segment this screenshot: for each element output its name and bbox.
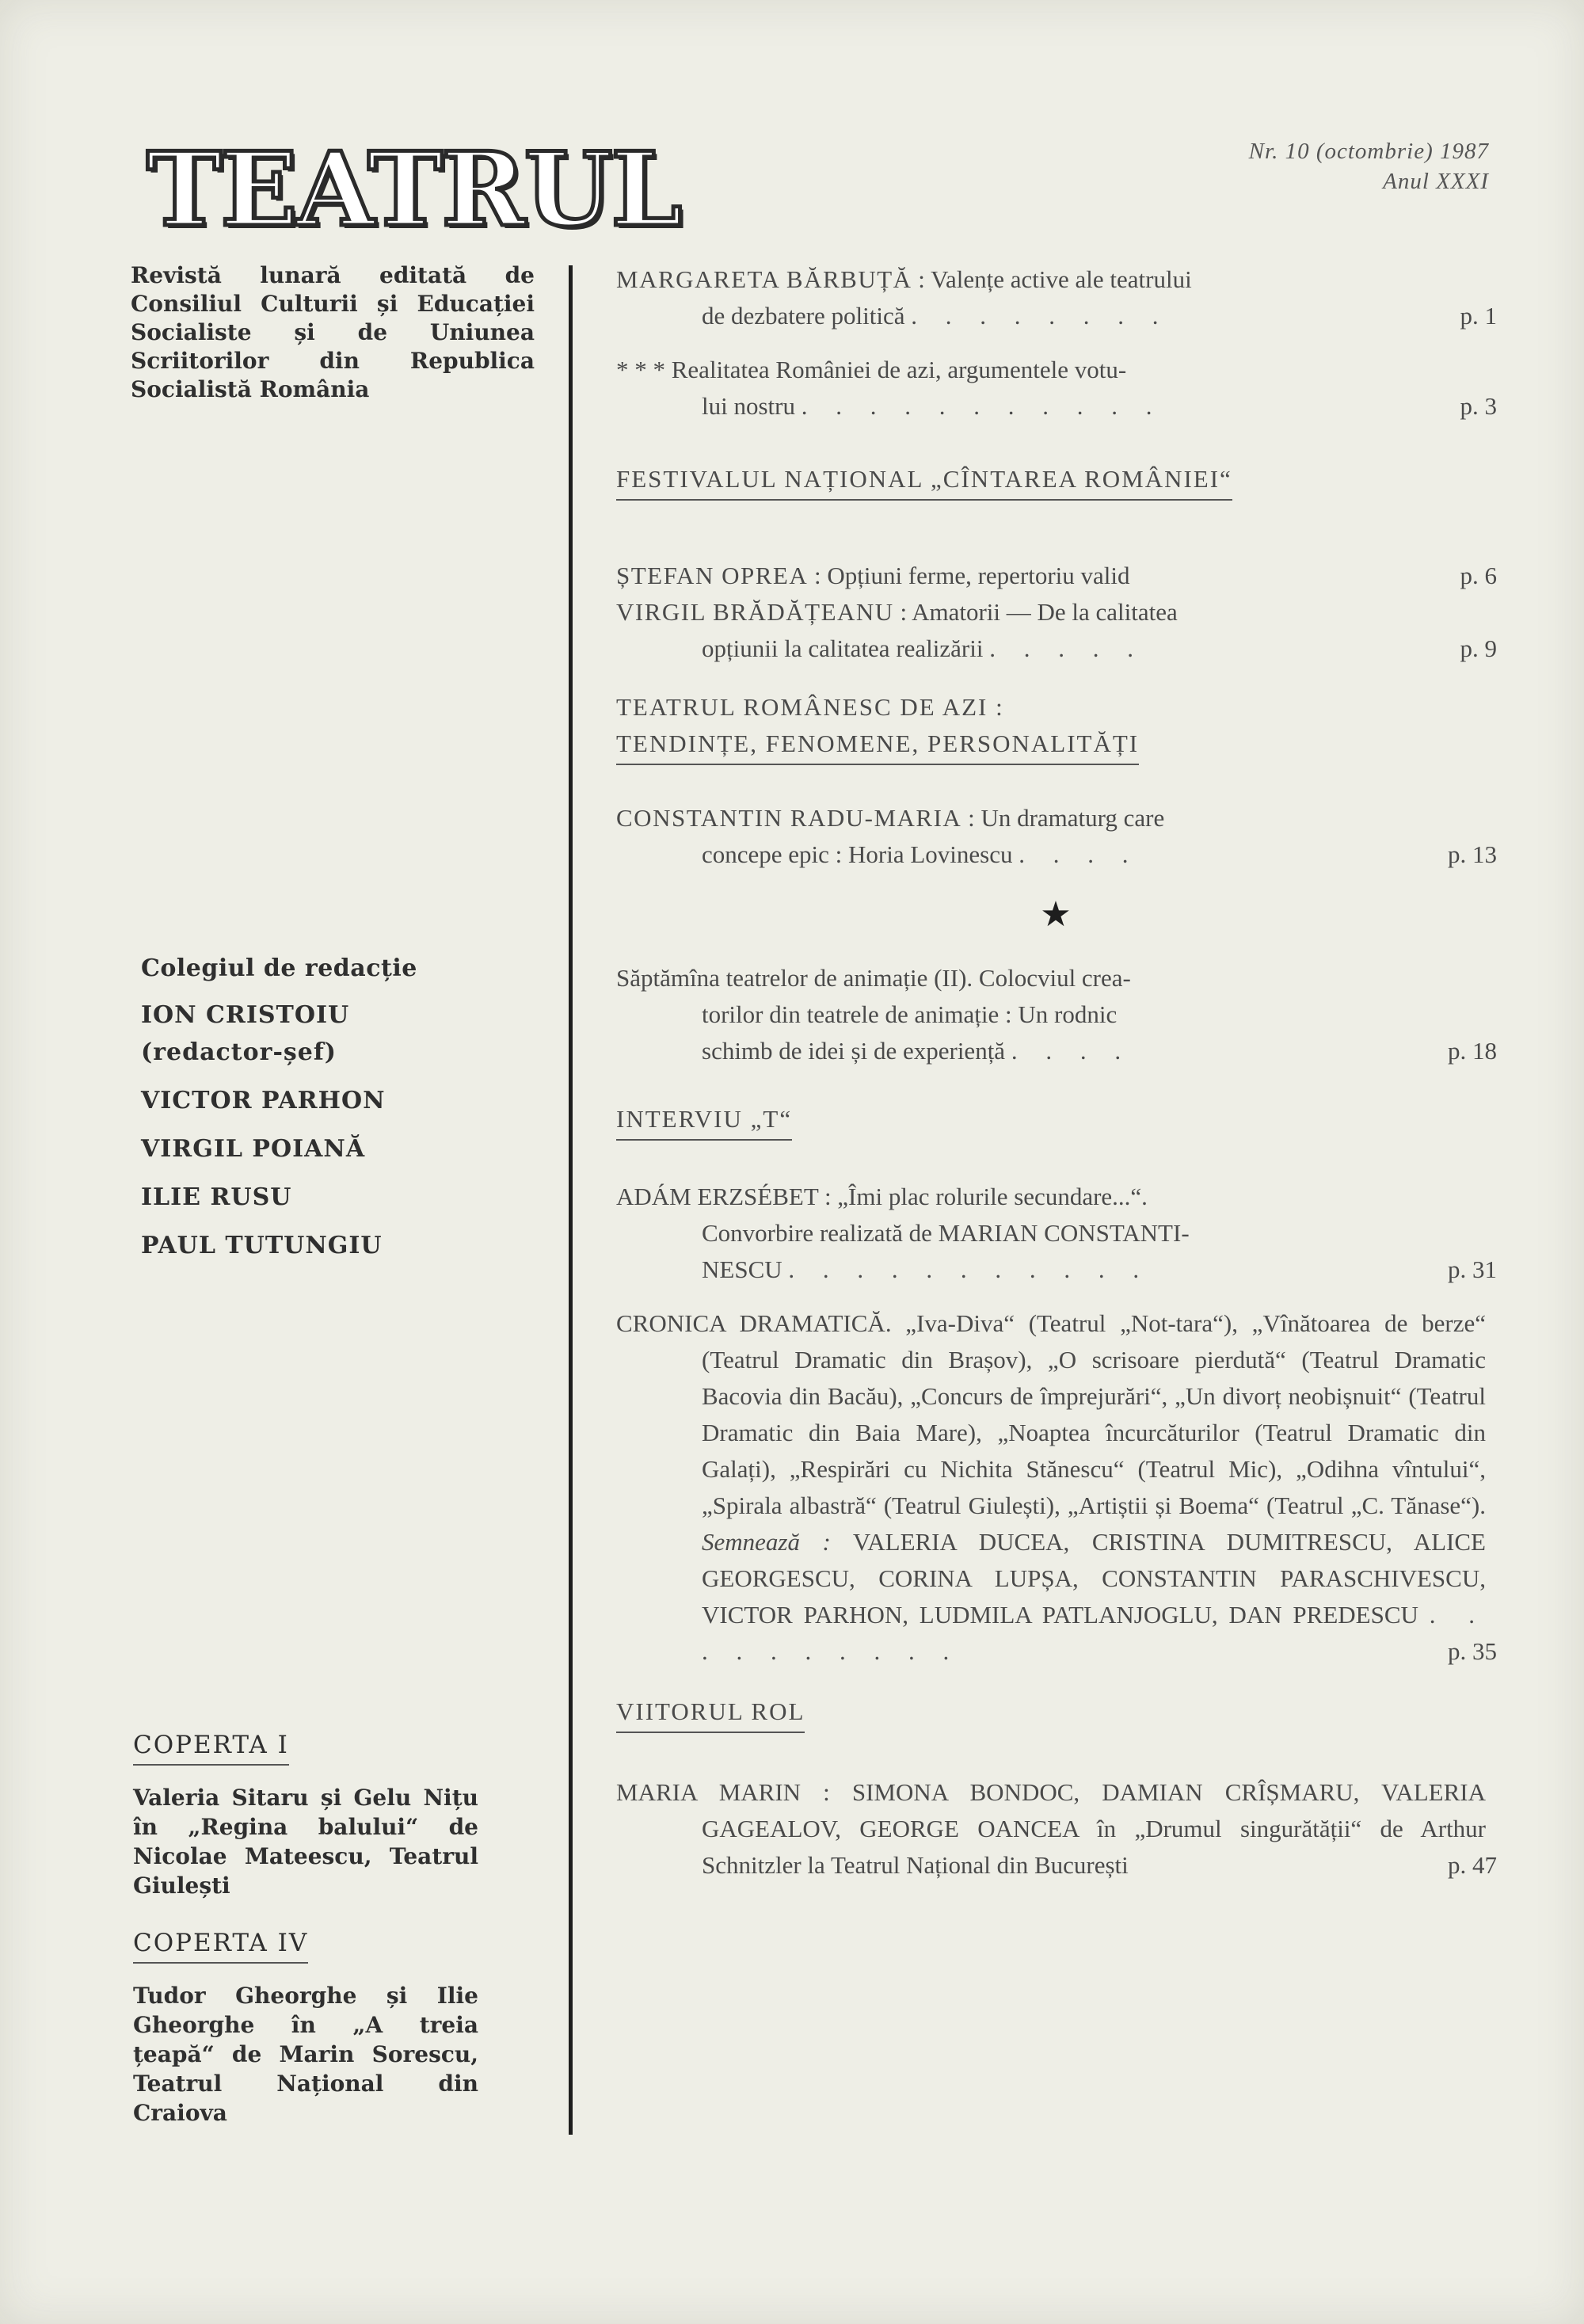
cover-title: COPERTA I	[133, 1731, 289, 1766]
editorial-board	[141, 954, 537, 1280]
board-title: Colegiul de redacție	[141, 954, 417, 982]
cover-text: Valeria Sitaru și Gelu Nițu în „Regina balului“ de Nicolae Mateescu, Teatrul Giulești	[133, 1785, 478, 1899]
toc-entry: CRONICA DRAMATICĂ. „Iva-Diva“ (Teatrul „Not-tara“), „Vînătoarea de berze“ (Teatrul Dramatic din Brașov), „O scrisoare pierdută“ (Teatrul Dramatic Bacovia din Bacău), „Concurs de împrejurări“, „Un divorț neobișnuit“ (Teatrul Dramatic din Baia Mare), „Noaptea încurcăturilor (Teatrul Dramatic din Galați), „Respirări cu Nichita Stănescu“ (Teatrul Mic), „Odihna vîntului“, „Spirala albastră“ (Teatrul Giulești), „Artiștii și Boema“ (Teatrul „C. Tănase“). Semnează : VALERIA DUCEA, CRISTINA DUMITRESCU, ALICE GEORGESCU, CORINA LUPȘA, CONSTANTIN PARASCHIVESCU, VICTOR PARHON, LUDMILA PATLANJOGLU, DAN PREDESCU . . . . . . . . . . p. 35	[616, 1305, 1495, 1670]
toc-entry	[616, 558, 1495, 594]
toc-title: : Valențe active ale teatrului	[918, 265, 1192, 293]
toc-text: MARIA MARIN : SIMONA BONDOC, DAMIAN CRÎȘMARU, VALERIA GAGEALOV, GEORGE OANCEA în „Drumul singurătății“ de Arthur Schnitzler la Teatrul Național din București	[616, 1778, 1486, 1879]
toc-author: VIRGIL BRĂDĂȚEANU	[616, 598, 894, 626]
toc-page: p. 18	[1448, 1037, 1497, 1065]
toc-title: Realitatea României de azi, argumentele votu-	[671, 356, 1127, 383]
board-member: PAUL TUTUNGIU	[141, 1232, 383, 1259]
toc-text: Convorbire realizată de MARIAN CONSTANTI-	[702, 1219, 1190, 1247]
table-of-contents	[616, 261, 1495, 1884]
toc-title: : Opțiuni ferme, repertoriu valid	[813, 562, 1130, 589]
toc-title: : Amatorii — De la calitatea	[900, 598, 1178, 626]
masthead-title: TEATRUL	[147, 131, 681, 250]
section-heading: TENDINȚE, FENOMENE, PERSONALITĂȚI	[616, 726, 1139, 765]
section-heading: FESTIVALUL NAȚIONAL „CÎNTAREA ROMÂNIEI“	[616, 461, 1232, 501]
toc-text: Săptămîna teatrelor de animație (II). Colocviul crea-	[616, 964, 1131, 992]
toc-page: p. 6	[1460, 562, 1497, 589]
column-divider	[569, 265, 573, 2135]
toc-entry: * * * Realitatea României de azi, argumentele votu- lui nostru . . . . . . . . . . . p. 3	[616, 352, 1495, 425]
issue-number: Nr. 10 (octombrie) 1987	[1248, 139, 1489, 164]
toc-title-cont: opțiunii la calitatea realizării	[702, 634, 984, 662]
toc-text: CRONICA DRAMATICĂ. „Iva-Diva“ (Teatrul „Not-tara“), „Vînătoarea de berze“ (Teatrul Dramatic din Brașov), „O scrisoare pierdută“ (Teatrul Dramatic Bacovia din Bacău), „Concurs de împrejurări“, „Un divorț neobișnuit“ (Teatrul Dramatic din Baia Mare), „Noaptea încurcăturilor (Teatrul Dramatic din Galați), „Respirări cu Nichita Stănescu“ (Teatrul Mic), „Odihna vîntului“, „Spirala albastră“ (Teatrul Giulești), „Artiștii și Boema“ (Teatrul „C. Tănase“).	[616, 1309, 1486, 1519]
toc-author: ȘTEFAN OPREA	[616, 562, 809, 589]
issue-info	[1249, 136, 1489, 196]
toc-signers: VALERIA DUCEA, CRISTINA DUMITRESCU, ALICE GEORGESCU, CORINA LUPȘA, CONSTANTIN PARASCHIVESCU, VICTOR PARHON, LUDMILA PATLANJOGLU, DAN PREDESCU	[702, 1528, 1486, 1629]
left-column	[131, 261, 535, 404]
toc-title-cont: concepe epic : Horia Lovinescu	[702, 840, 1013, 868]
board-member: VICTOR PARHON	[141, 1087, 386, 1114]
toc-title-cont: de dezbatere politică	[702, 302, 905, 330]
toc-page: p. 47	[1448, 1851, 1497, 1879]
toc-title: : Un dramaturg care	[968, 804, 1165, 832]
toc-page: p. 3	[1460, 392, 1497, 420]
cover-title: COPERTA IV	[133, 1929, 308, 1964]
toc-page: p. 35	[1448, 1637, 1497, 1665]
toc-page: p. 9	[1460, 634, 1497, 662]
section-heading: INTERVIU „T“	[616, 1101, 792, 1141]
toc-entry: CONSTANTIN RADU-MARIA : Un dramaturg care concepe epic : Horia Lovinescu . . . . p. 13	[616, 800, 1495, 873]
toc-entry: ADÁM ERZSÉBET : „Îmi plac rolurile secundare...“. Convorbire realizată de MARIAN CONSTANTI- NESCU . . . . . . . . . . . p. 31	[616, 1179, 1495, 1288]
toc-signed-label: Semnează :	[702, 1528, 831, 1556]
section-heading: TEATRUL ROMÂNESC DE AZI :	[616, 693, 1004, 721]
toc-page: p. 13	[1448, 840, 1497, 868]
toc-author: * * *	[616, 356, 665, 383]
board-member: VIRGIL POIANĂ	[141, 1135, 366, 1163]
toc-text: NESCU	[702, 1255, 782, 1283]
board-member-role: (redactor-șef)	[141, 1038, 337, 1066]
publisher-statement: Revistă lunară editată de Consiliul Culturii și Educației Socialiste și de Uniunea Scriitorilor din Republica Socialistă România	[131, 262, 535, 402]
cover-text: Tudor Gheorghe și Ilie Gheorghe în „A treia țeapă“ de Marin Sorescu, Teatrul Național din Craiova	[133, 1983, 478, 2126]
cover-back-caption	[133, 1929, 482, 2128]
toc-page: p. 31	[1448, 1255, 1497, 1283]
toc-text: torilor din teatrele de animație : Un rodnic	[702, 1000, 1118, 1028]
cover-front-caption	[133, 1731, 482, 1900]
toc-author: MARGARETA BĂRBUȚĂ	[616, 265, 912, 293]
board-member: ILIE RUSU	[141, 1183, 292, 1211]
toc-text: schimb de idei și de experiență	[702, 1037, 1006, 1065]
toc-entry: MARGARETA BĂRBUȚĂ : Valențe active ale teatrului de dezbatere politică . . . . . . . . p. 1	[616, 261, 1495, 334]
toc-entry: Săptămîna teatrelor de animație (II). Colocviul crea- torilor din teatrele de animație : Un rodnic schimb de idei și de experiență . . . . p. 18	[616, 960, 1495, 1069]
toc-page: p. 1	[1460, 302, 1497, 330]
issue-year: Anul XXXI	[1383, 169, 1489, 194]
toc-text: ADÁM ERZSÉBET : „Îmi plac rolurile secundare...“.	[616, 1183, 1148, 1210]
toc-title-cont: lui nostru	[702, 392, 795, 420]
star-ornament: ★	[1040, 895, 1072, 934]
section-heading: VIITORUL ROL	[616, 1693, 805, 1733]
toc-author: CONSTANTIN RADU-MARIA	[616, 804, 962, 832]
board-member: ION CRISTOIU	[141, 1001, 350, 1029]
masthead-logo	[147, 131, 685, 250]
toc-entry	[616, 1774, 1495, 1884]
toc-entry: VIRGIL BRĂDĂȚEANU : Amatorii — De la calitatea opțiunii la calitatea realizării . . . . . p. 9	[616, 594, 1495, 667]
